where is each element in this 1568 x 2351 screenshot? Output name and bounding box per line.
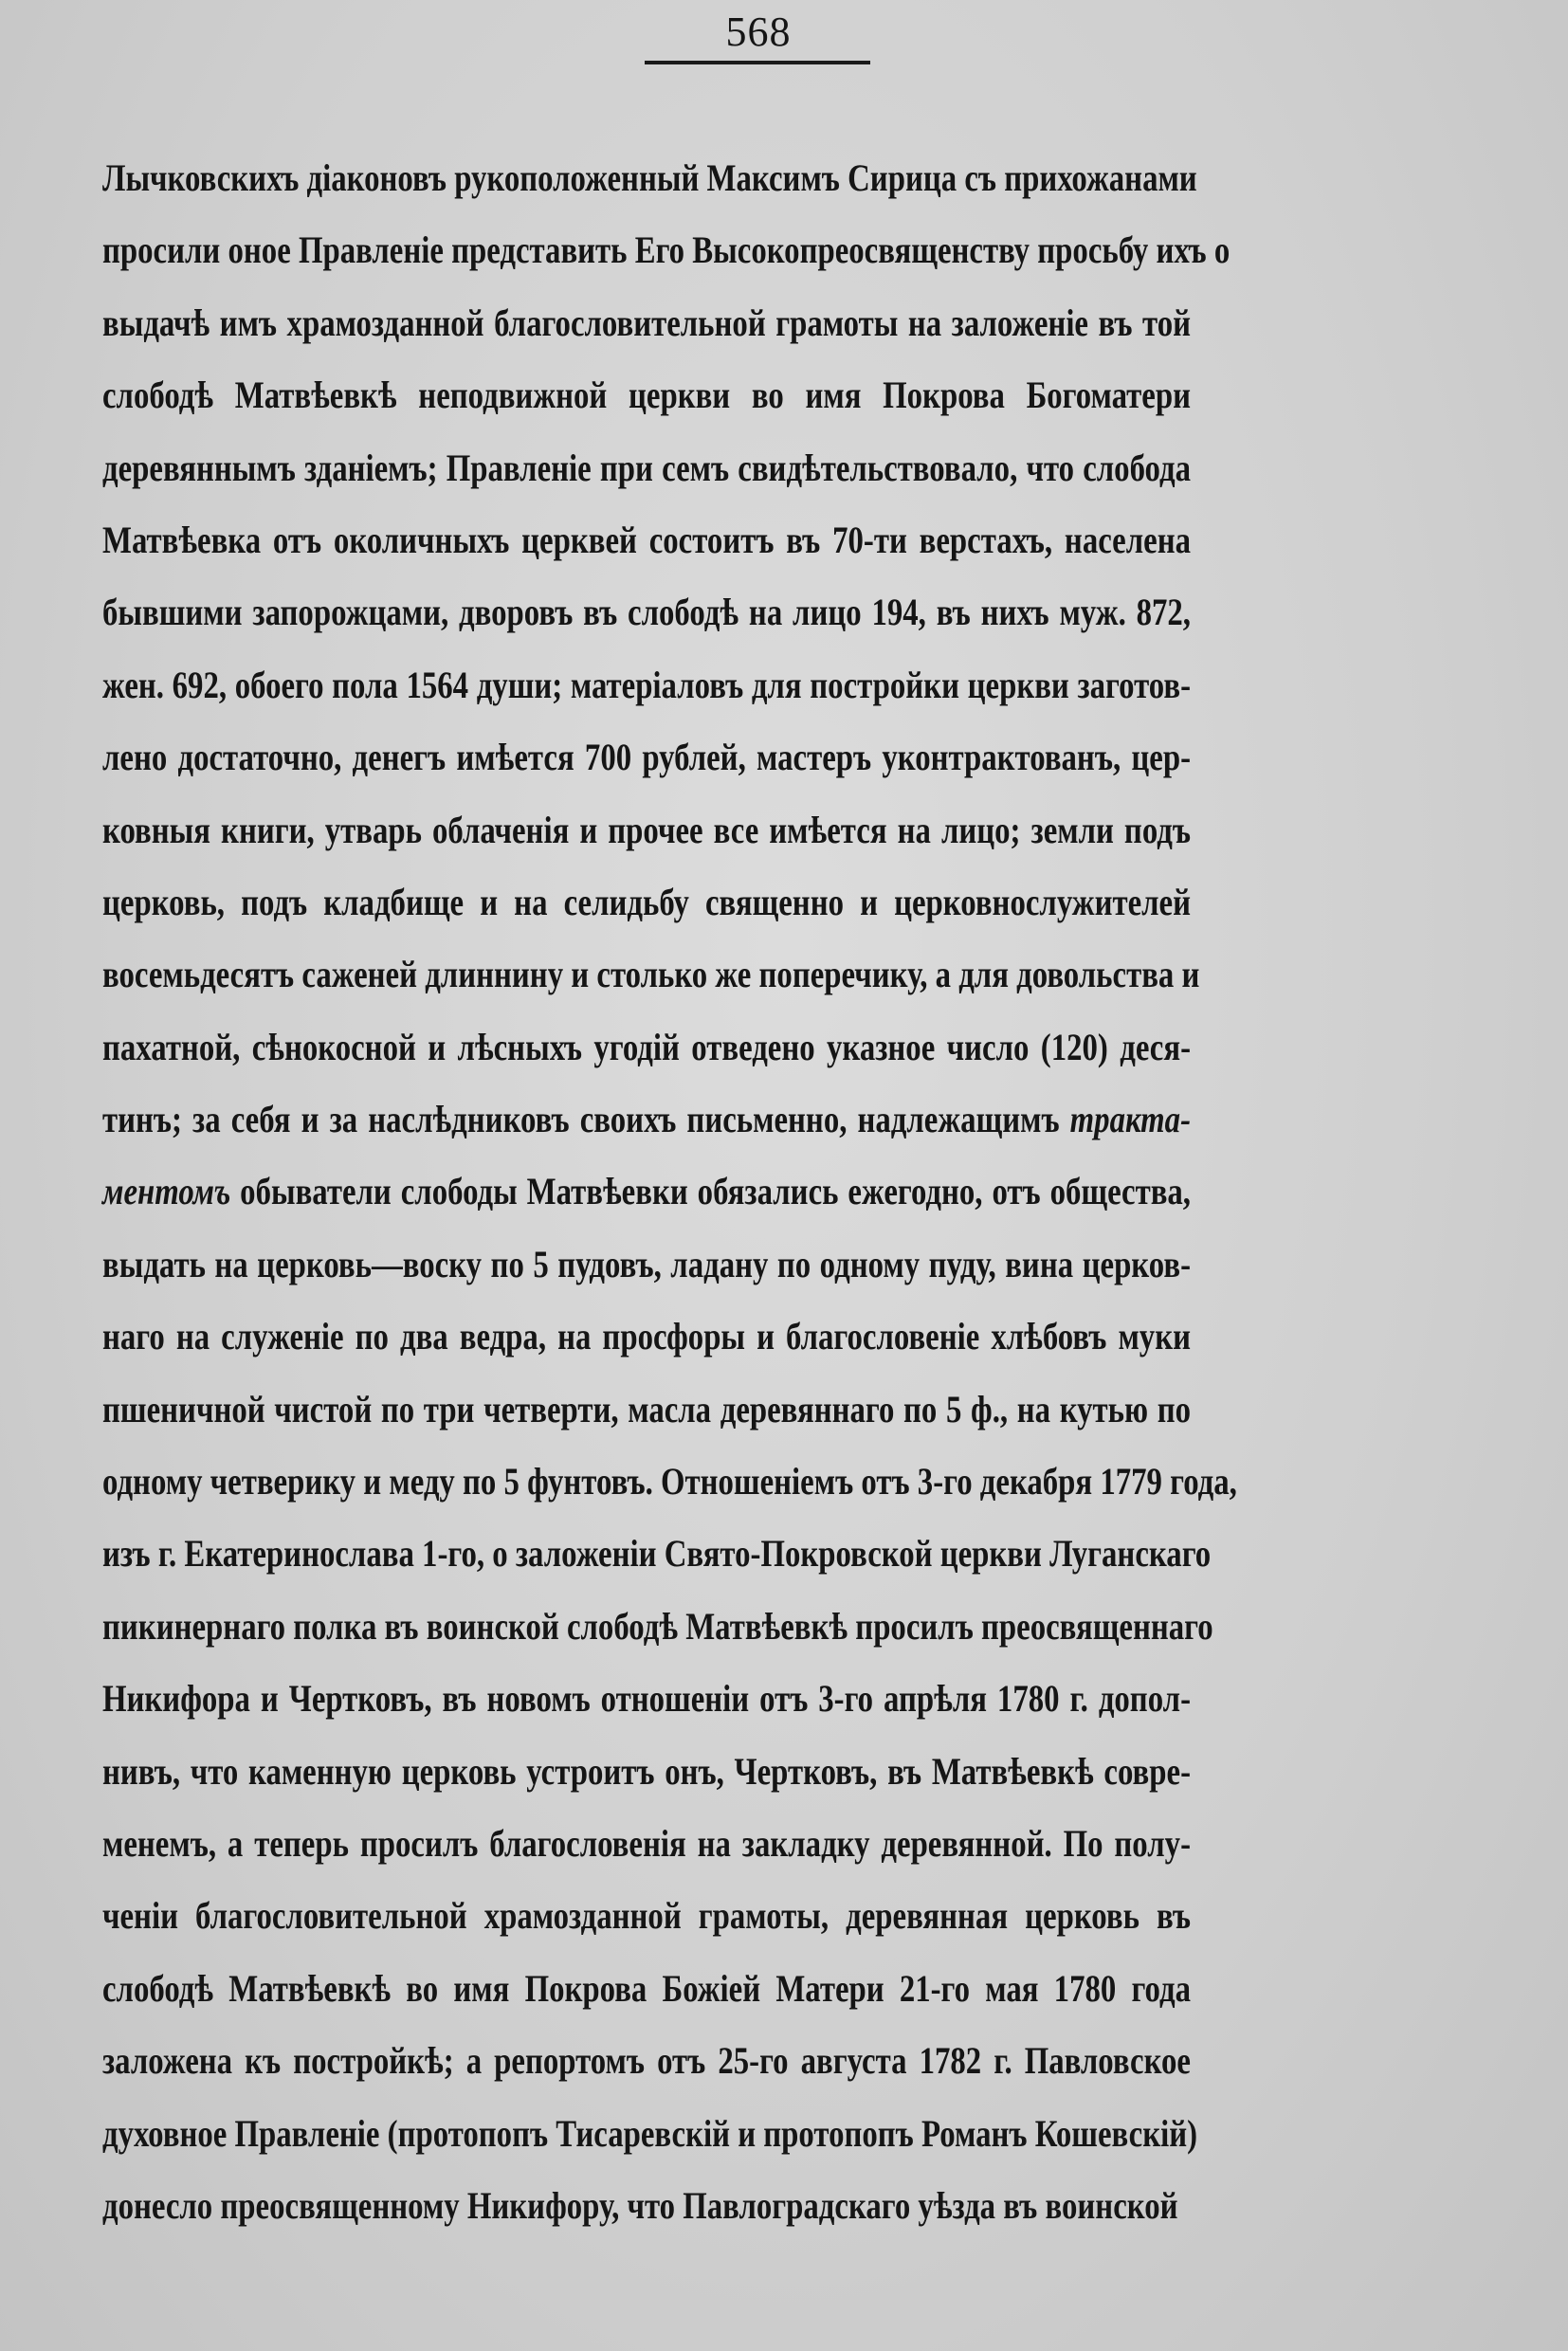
text-line: слободѣ Матвѣевкѣ во имя Покрова Божіей Матери 21-го мая 1780 года xyxy=(102,1966,1191,2010)
text-line: лено достаточно, денегъ имѣется 700 рублей, мастеръ уконтрактованъ, цер- xyxy=(102,736,1191,779)
text-line: выдать на церковь—воску по 5 пудовъ, ладану по одному пуду, вина церков- xyxy=(102,1242,1191,1285)
text-line: ченіи благословительной храмозданной грамоты, деревянная церковь въ xyxy=(102,1894,1191,1938)
text-line: изъ г. Екатеринослава 1-го, о заложеніи Свято-Покровской церкви Луганскаго xyxy=(102,1532,1212,1576)
text-line: пшеничной чистой по три четверти, масла деревяннаго по 5 ф., на кутью по xyxy=(102,1387,1191,1431)
text-segment: обыватели слободы Матвѣевки обязались ежегодно, отъ общества, xyxy=(240,1170,1192,1213)
text-segment: тинъ; за себя и за наслѣдниковъ своихъ письменно, надлежащимъ xyxy=(102,1098,1060,1141)
body-text xyxy=(102,142,1237,2242)
text-line: церковь, подъ кладбище и на селидьбу священно и церковнослужителей xyxy=(102,880,1191,923)
text-line: выдачѣ имъ храмозданной благословительной грамоты на заложеніе въ той xyxy=(102,301,1191,344)
text-line: Никифора и Чертковъ, въ новомъ отношеніи отъ 3-го апрѣля 1780 г. допол- xyxy=(102,1677,1191,1721)
text-line: одному четверику и меду по 5 фунтовъ. Отношеніемъ отъ 3-го декабря 1779 года, xyxy=(102,1460,1237,1504)
text-line: Матвѣевка отъ околичныхъ церквей состоитъ въ 70-ти верстахъ, населена xyxy=(102,518,1191,561)
text-line: деревяннымъ зданіемъ; Правленіе при семъ свидѣтельствовало, что слобода xyxy=(102,446,1191,489)
text-line: нивъ, что каменную церковь устроитъ онъ, Чертковъ, въ Матвѣевкѣ совре- xyxy=(102,1749,1191,1793)
text-line: заложена къ постройкѣ; а репортомъ отъ 25-го августа 1782 г. Павловское xyxy=(102,2039,1191,2083)
page-number: 568 xyxy=(725,9,792,55)
text-line: пикинернаго полка въ воинской слободѣ Матвѣевкѣ просилъ преосвященнаго xyxy=(102,1604,1213,1648)
header-rule xyxy=(645,61,870,64)
text-line: жен. 692, обоего пола 1564 души; матеріаловъ для постройки церкви заготов- xyxy=(102,663,1191,706)
text-line: восемьдесятъ саженей длиннину и столько же поперечику, а для довольства и xyxy=(102,953,1200,996)
text-line: духовное Правленіе (протопопъ Тисаревскій и протопопъ Романъ Кошевскій) xyxy=(102,2111,1198,2155)
text-line: просили оное Правленіе представить Его Высокопреосвященству просьбу ихъ о xyxy=(102,228,1231,272)
text-line: менемъ, а теперь просилъ благословенія на закладку деревянной. По полу- xyxy=(102,1821,1191,1865)
emphasized-word: ментомъ xyxy=(102,1170,231,1213)
text-line: Лычковскихъ діаконовъ рукоположенный Максимъ Сирица съ прихожанами xyxy=(102,156,1197,199)
emphasized-word: тракта- xyxy=(1069,1098,1192,1141)
text-line-mixed xyxy=(102,1084,1191,1156)
text-line: слободѣ Матвѣевкѣ неподвижной церкви во имя Покрова Богоматери xyxy=(102,374,1191,417)
text-line-mixed xyxy=(102,1156,1191,1228)
text-line: наго на служеніе по два ведра, на просфоры и благословеніе хлѣбовъ муки xyxy=(102,1315,1191,1358)
text-line: донесло преосвященному Никифору, что Павлоградскаго уѣзда въ воинской xyxy=(102,2183,1178,2227)
text-line: пахатной, сѣнокосной и лѣсныхъ угодій отведено указное число (120) деся- xyxy=(102,1025,1191,1068)
text-line: бывшими запорожцами, дворовъ въ слободѣ на лицо 194, въ нихъ муж. 872, xyxy=(102,591,1191,634)
text-line: ковныя книги, утварь облаченія и прочее все имѣется на лицо; земли подъ xyxy=(102,808,1191,851)
